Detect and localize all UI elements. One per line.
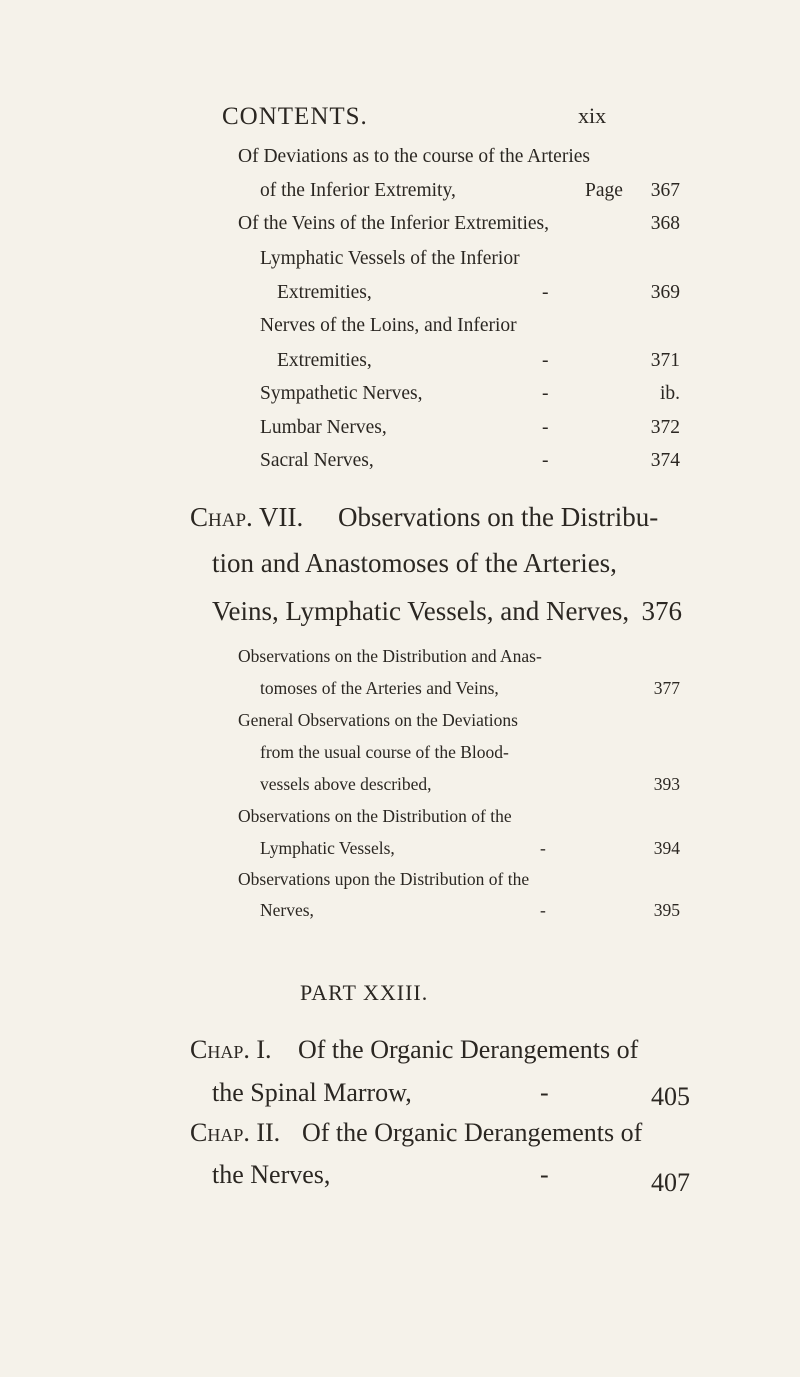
toc-entry-line: Sympathetic Nerves, xyxy=(260,383,423,404)
chapter-title-line: the Nerves, xyxy=(212,1160,331,1189)
toc-page-number: 367 xyxy=(650,180,680,201)
leader-dash: - xyxy=(540,900,546,920)
leader-dash: - xyxy=(540,1160,549,1189)
toc-page-number: 368 xyxy=(650,213,680,234)
leader-dash: - xyxy=(542,282,549,303)
chapter-page-number: 405 xyxy=(651,1082,690,1111)
chapter-title-line: Of the Organic Derangements of xyxy=(298,1035,639,1064)
chapter-page-number: 376 xyxy=(641,596,682,626)
toc-entry-line: Observations on the Distribution of the xyxy=(238,806,512,826)
leader-dash: - xyxy=(542,450,549,471)
chapter-label: Chap. II. xyxy=(190,1118,281,1147)
toc-entry-line: Sacral Nerves, xyxy=(260,450,374,471)
toc-entry-line: Lymphatic Vessels of the Inferior xyxy=(260,248,520,269)
chapter-label: Chap. VII. xyxy=(190,502,304,532)
toc-page-number: 394 xyxy=(653,838,680,858)
chapter-page-number: 407 xyxy=(651,1168,690,1197)
chapter-title-line: Of the Organic Derangements of xyxy=(302,1118,643,1147)
toc-entry-line: General Observations on the Deviations xyxy=(238,710,518,730)
chapter-title-line: Observations on the Distribu- xyxy=(338,502,659,532)
toc-entry-line: Observations on the Distribution and Anas- xyxy=(238,646,542,666)
toc-entry-line: tomoses of the Arteries and Veins, xyxy=(260,678,499,698)
chapter-title-line: Veins, Lymphatic Vessels, and Nerves, xyxy=(212,596,630,626)
toc-page-number: 374 xyxy=(650,450,680,471)
toc-entry-line: Extremities, xyxy=(277,282,372,303)
toc-page-number: 393 xyxy=(653,774,680,794)
toc-entry-line: Extremities, xyxy=(277,350,372,371)
toc-entry-line: of the Inferior Extremity, xyxy=(260,180,456,201)
toc-page-number: 369 xyxy=(650,282,680,303)
toc-entry-line: from the usual course of the Blood- xyxy=(260,742,509,762)
leader-dash: - xyxy=(540,838,546,858)
toc-entry-line: Nerves, xyxy=(260,900,314,920)
page-label: Page xyxy=(585,180,623,201)
leader-dash: - xyxy=(542,350,549,371)
running-header-page-number: xix xyxy=(578,103,607,128)
toc-page-number: 395 xyxy=(653,900,680,920)
toc-entry-line: Lymphatic Vessels, xyxy=(260,838,395,858)
toc-entry-line: Nerves of the Loins, and Inferior xyxy=(260,315,517,336)
leader-dash: - xyxy=(540,1078,549,1107)
toc-page-number: 371 xyxy=(650,350,680,371)
toc-entry-line: Lumbar Nerves, xyxy=(260,417,387,438)
chapter-title-line: the Spinal Marrow, xyxy=(212,1078,412,1107)
toc-entry-line: Of Deviations as to the course of the Arteries xyxy=(238,146,590,167)
chapter-label: Chap. I. xyxy=(190,1035,272,1064)
toc-entry-line: Observations upon the Distribution of the xyxy=(238,869,530,889)
toc-page-number: 377 xyxy=(653,678,680,698)
toc-entry-line: Of the Veins of the Inferior Extremities, xyxy=(238,213,550,234)
toc-page-number: 372 xyxy=(650,417,680,438)
chapter-title-line: tion and Anastomoses of the Arteries, xyxy=(212,548,617,578)
leader-dash: - xyxy=(542,417,549,438)
part-heading: PART XXIII. xyxy=(300,980,429,1005)
leader-dash: - xyxy=(542,383,549,404)
toc-entry-line: vessels above described, xyxy=(260,774,432,794)
toc-page-number: ib. xyxy=(659,383,680,404)
running-header-title: CONTENTS. xyxy=(222,103,368,130)
